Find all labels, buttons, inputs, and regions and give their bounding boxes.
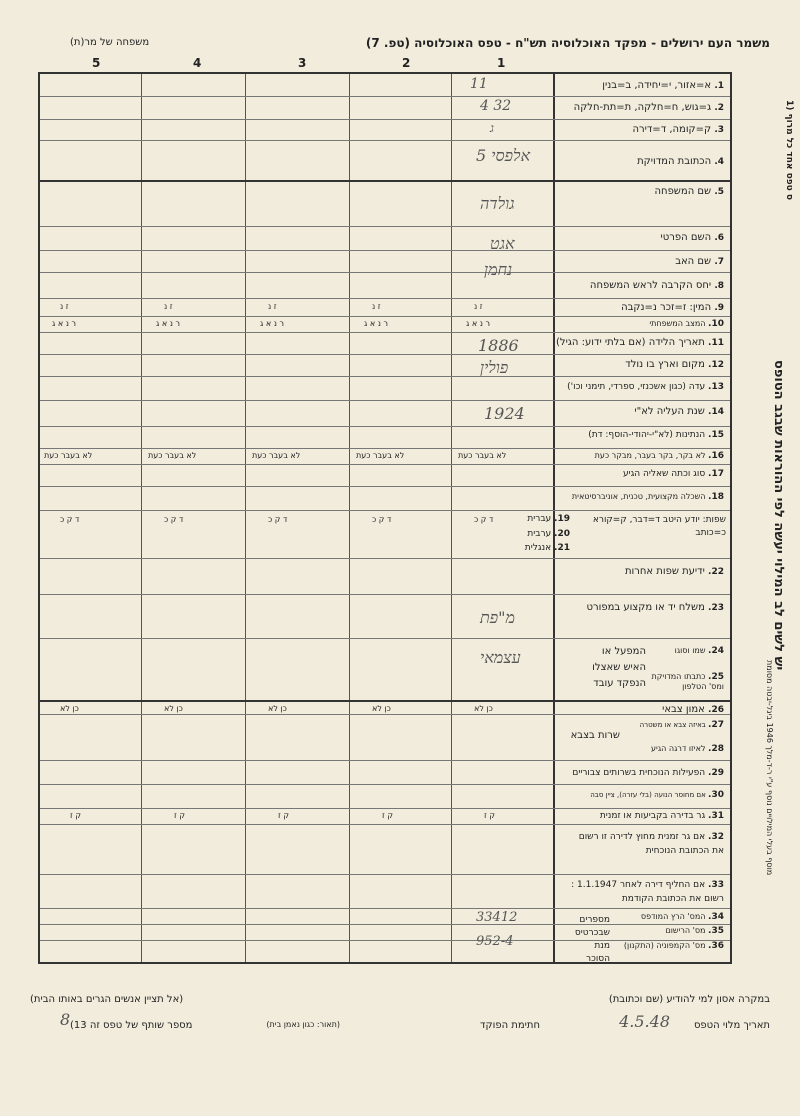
row-label-10: 10. המצב המשפחתי [649, 319, 724, 329]
footer-row-2 [30, 1010, 770, 1031]
row-label-1: 1. א=אזור, י=יחידה, ב=בנין [602, 80, 724, 91]
handwritten-birth: 1886 [478, 336, 519, 355]
lang-options-col5[interactable]: ד ק כ [60, 515, 80, 524]
address-note: (תאור: כגון נאמן בית) [266, 1020, 340, 1029]
column-number-3: 3 [298, 56, 307, 70]
form-header [70, 34, 770, 54]
school-options-col1[interactable]: לא בעבר כעת [458, 451, 507, 460]
sex-options-col5[interactable]: ז נ [60, 302, 69, 311]
row-label-11: 11. תאריך הלידה (אם בלתי ידוע: הגיל) [555, 337, 724, 348]
lang-options-col4[interactable]: ד ק כ [164, 515, 184, 524]
row-label-36: 36. מס' הקמפוניה (התקנון) [623, 941, 724, 951]
handwritten-block: 4 32 [480, 98, 512, 114]
sex-options-col1[interactable]: ז נ [474, 302, 483, 311]
row-label-16: 16. לא בקר, בקר בעבר, מבקר כעת [594, 451, 724, 461]
handwritten-address: אלפסי 5 [476, 146, 531, 165]
column-number-4: 4 [193, 56, 202, 70]
languages-group-label: שפות: יודע היטב ד=דבר, ק=קורא כ=כותב [592, 515, 726, 538]
marital-options-col3[interactable]: ר נ א ג [260, 319, 284, 328]
row-label-7: 7. שם האב [675, 256, 724, 267]
row-label-9: 9. המין: ז=זכר נ=נקבה [621, 302, 724, 313]
row-label-19: 19. עברית [527, 514, 570, 524]
sex-options-col3[interactable]: ז נ [268, 302, 277, 311]
no-guests-note: (אל תציין אנשים הגרים באותו הבית) [30, 994, 184, 1005]
instructions-text: יש לשים לב המילוי יעשה לפי ההוראות שבגב הטופס [771, 360, 786, 671]
row-label-14: 14. שנת העליה לא"י [634, 406, 724, 417]
army-group-label: שרות בצבא [570, 730, 620, 741]
stamp-text: ס טפס אחד כל מרוף (1 [784, 100, 794, 200]
column-number-2: 2 [402, 56, 411, 70]
handwritten-floor: ג [490, 121, 494, 135]
school-options-col5[interactable]: לא בעבר כעת [44, 451, 93, 460]
army-options-col1[interactable]: כן לא [474, 704, 493, 713]
handwritten-first-name: אגט [490, 234, 515, 253]
row-label-18: 18. השכלה מקצועית, טכנית, אוניברסיטאית [571, 492, 724, 502]
row-label-17: 17. סוג וכתה שאליה הגיע [622, 469, 724, 479]
residence-options-col3[interactable]: ק ז [278, 811, 289, 820]
family-label: משפחה של מר(ת) [70, 37, 150, 48]
sex-options-col2[interactable]: ז נ [372, 302, 381, 311]
army-options-col2[interactable]: כן לא [372, 704, 391, 713]
handwritten-cert2: 952-4 [476, 934, 514, 949]
date-label: תאריך מלוי הטפס [693, 1020, 770, 1031]
row-label-5: 5. שם המשפחה [654, 186, 724, 197]
handwritten-cert1: 33412 [476, 910, 518, 925]
row-label-13: 13. עדה (כגון אשכנזי, ספרדי, תימני וכו') [567, 382, 724, 392]
row-label-4: 4. הכתובת המדויקת [637, 156, 724, 167]
shared-form-label: מספר שותף של טפס זה 13) [70, 1020, 193, 1031]
row-label-35: 35. מס' הרישום [665, 926, 724, 936]
residence-options-col1[interactable]: ק ז [484, 811, 495, 820]
row-label-29: 29. הפעילות הנוכחית בשרותים צבוריים [572, 768, 724, 778]
column-number-1: 1 [497, 56, 506, 70]
row-label-8: 8. יחס הקרבה לראש המשפחה [589, 280, 724, 291]
row-label-3: 3. ק=קומה, ד=דירה [632, 124, 724, 135]
row-label-21: 21. אנגלית [524, 543, 570, 553]
workplace-group-label: המפעל או האיש שאצלו הנפקד עובד [592, 646, 646, 689]
row-label-12: 12. מקום וארץ בו נולד [625, 359, 724, 370]
handwritten-family-name: גולדה [480, 194, 515, 213]
row-label-31: 31. גר בדירה בקביעות או זמנית [599, 811, 724, 821]
row-label-24: 24. שמו וסוגו [674, 646, 724, 656]
contact-label: במקרה אסון למי להודיע (שם וכתובת) [608, 994, 770, 1005]
form-title: משמר העם ירושלים - מפקד האוכלוסיה תש"ח - טפס האוכלוסיה (טפ. 7) [365, 36, 770, 50]
handwritten-father-name: נחמן [484, 260, 513, 279]
row-label-30: 30. אם מחוסר הנועה (בלי עזרה), ציין סבה [590, 790, 724, 800]
row-label-22: 22. ידיעת שפות אחרות [624, 566, 724, 577]
side-margin [762, 60, 796, 980]
school-options-col4[interactable]: לא בעבר כעת [148, 451, 197, 460]
row-label-2: 2. ג=גוש, ח=חלקה, ת=תת-חלקה [573, 102, 724, 113]
row-label-6: 6. השם הפרטי [660, 232, 724, 243]
army-options-col5[interactable]: כן לא [60, 704, 79, 713]
row-label-15: 15. הנתינות (לא"י-יהודי-הוסף: דת) [588, 430, 724, 440]
row-label-25: 25. כתבתו המדויקת ומס' הטלפון [651, 672, 724, 691]
handwritten-area: 11 [470, 76, 488, 92]
lang-options-col3[interactable]: ד ק כ [268, 515, 288, 524]
lang-options-col1[interactable]: ד ק כ [474, 515, 494, 524]
row-label-34: 34. המס' הרץ המודפס [640, 912, 724, 922]
column-number-5: 5 [92, 56, 101, 70]
residence-options-col2[interactable]: ק ז [382, 811, 393, 820]
marital-options-col5[interactable]: ר נ א ג [52, 319, 76, 328]
marital-options-col1[interactable]: ר נ א ג [466, 319, 490, 328]
residence-options-col4[interactable]: ק ז [174, 811, 185, 820]
row-label-33: 33. אם החליף דירה לאחר 1.1.1947 : רשום את הכתובת הקודמת [571, 880, 724, 904]
signature-label: חתימת הפוקד [480, 1020, 540, 1031]
row-label-20: 20. ערבית [527, 529, 570, 539]
shared-form-value[interactable]: 8 [60, 1010, 71, 1029]
row-label-32: 32. אם גר זמנית מחוץ לדירה זו רשום את הכתובת הנוכחית [578, 832, 724, 856]
army-options-col3[interactable]: כן לא [268, 704, 287, 713]
row-label-28: 28. לאיזו דרגה הגיע [651, 744, 724, 754]
printer-text: מוסף בעלי המילויים נוסף ע"י ר-ד-מלך 1946 ביגל-יבטה מסומת [765, 660, 774, 876]
school-options-col3[interactable]: לא בעבר כעת [252, 451, 301, 460]
marital-options-col4[interactable]: ר נ א ג [156, 319, 180, 328]
footer-row-1 [30, 994, 770, 1005]
row-label-23: 23. משלח יד או מקצוע במפורט [586, 602, 724, 613]
army-options-col4[interactable]: כן לא [164, 704, 183, 713]
sex-options-col4[interactable]: ז נ [164, 302, 173, 311]
residence-options-col5[interactable]: ק ז [70, 811, 81, 820]
handwritten-birthplace: פולין [480, 358, 509, 377]
lang-options-col2[interactable]: ד ק כ [372, 515, 392, 524]
marital-options-col2[interactable]: ר נ א ג [364, 319, 388, 328]
row-label-26: 26. אמון צבאי [662, 704, 724, 715]
census-grid [38, 72, 732, 964]
handwritten-occupation: מ"פת [480, 608, 515, 627]
row-label-27: 27. באיזה צבא או משטרה [639, 720, 724, 730]
school-options-col2[interactable]: לא בעבר כעת [356, 451, 405, 460]
handwritten-aliyah: 1924 [484, 404, 525, 423]
date-value[interactable]: 4.5.48 [619, 1012, 670, 1031]
handwritten-workplace: עצמאי [480, 648, 521, 667]
certificates-group-label: מספרים שבכרטיס מנת הסוכר [574, 915, 610, 964]
